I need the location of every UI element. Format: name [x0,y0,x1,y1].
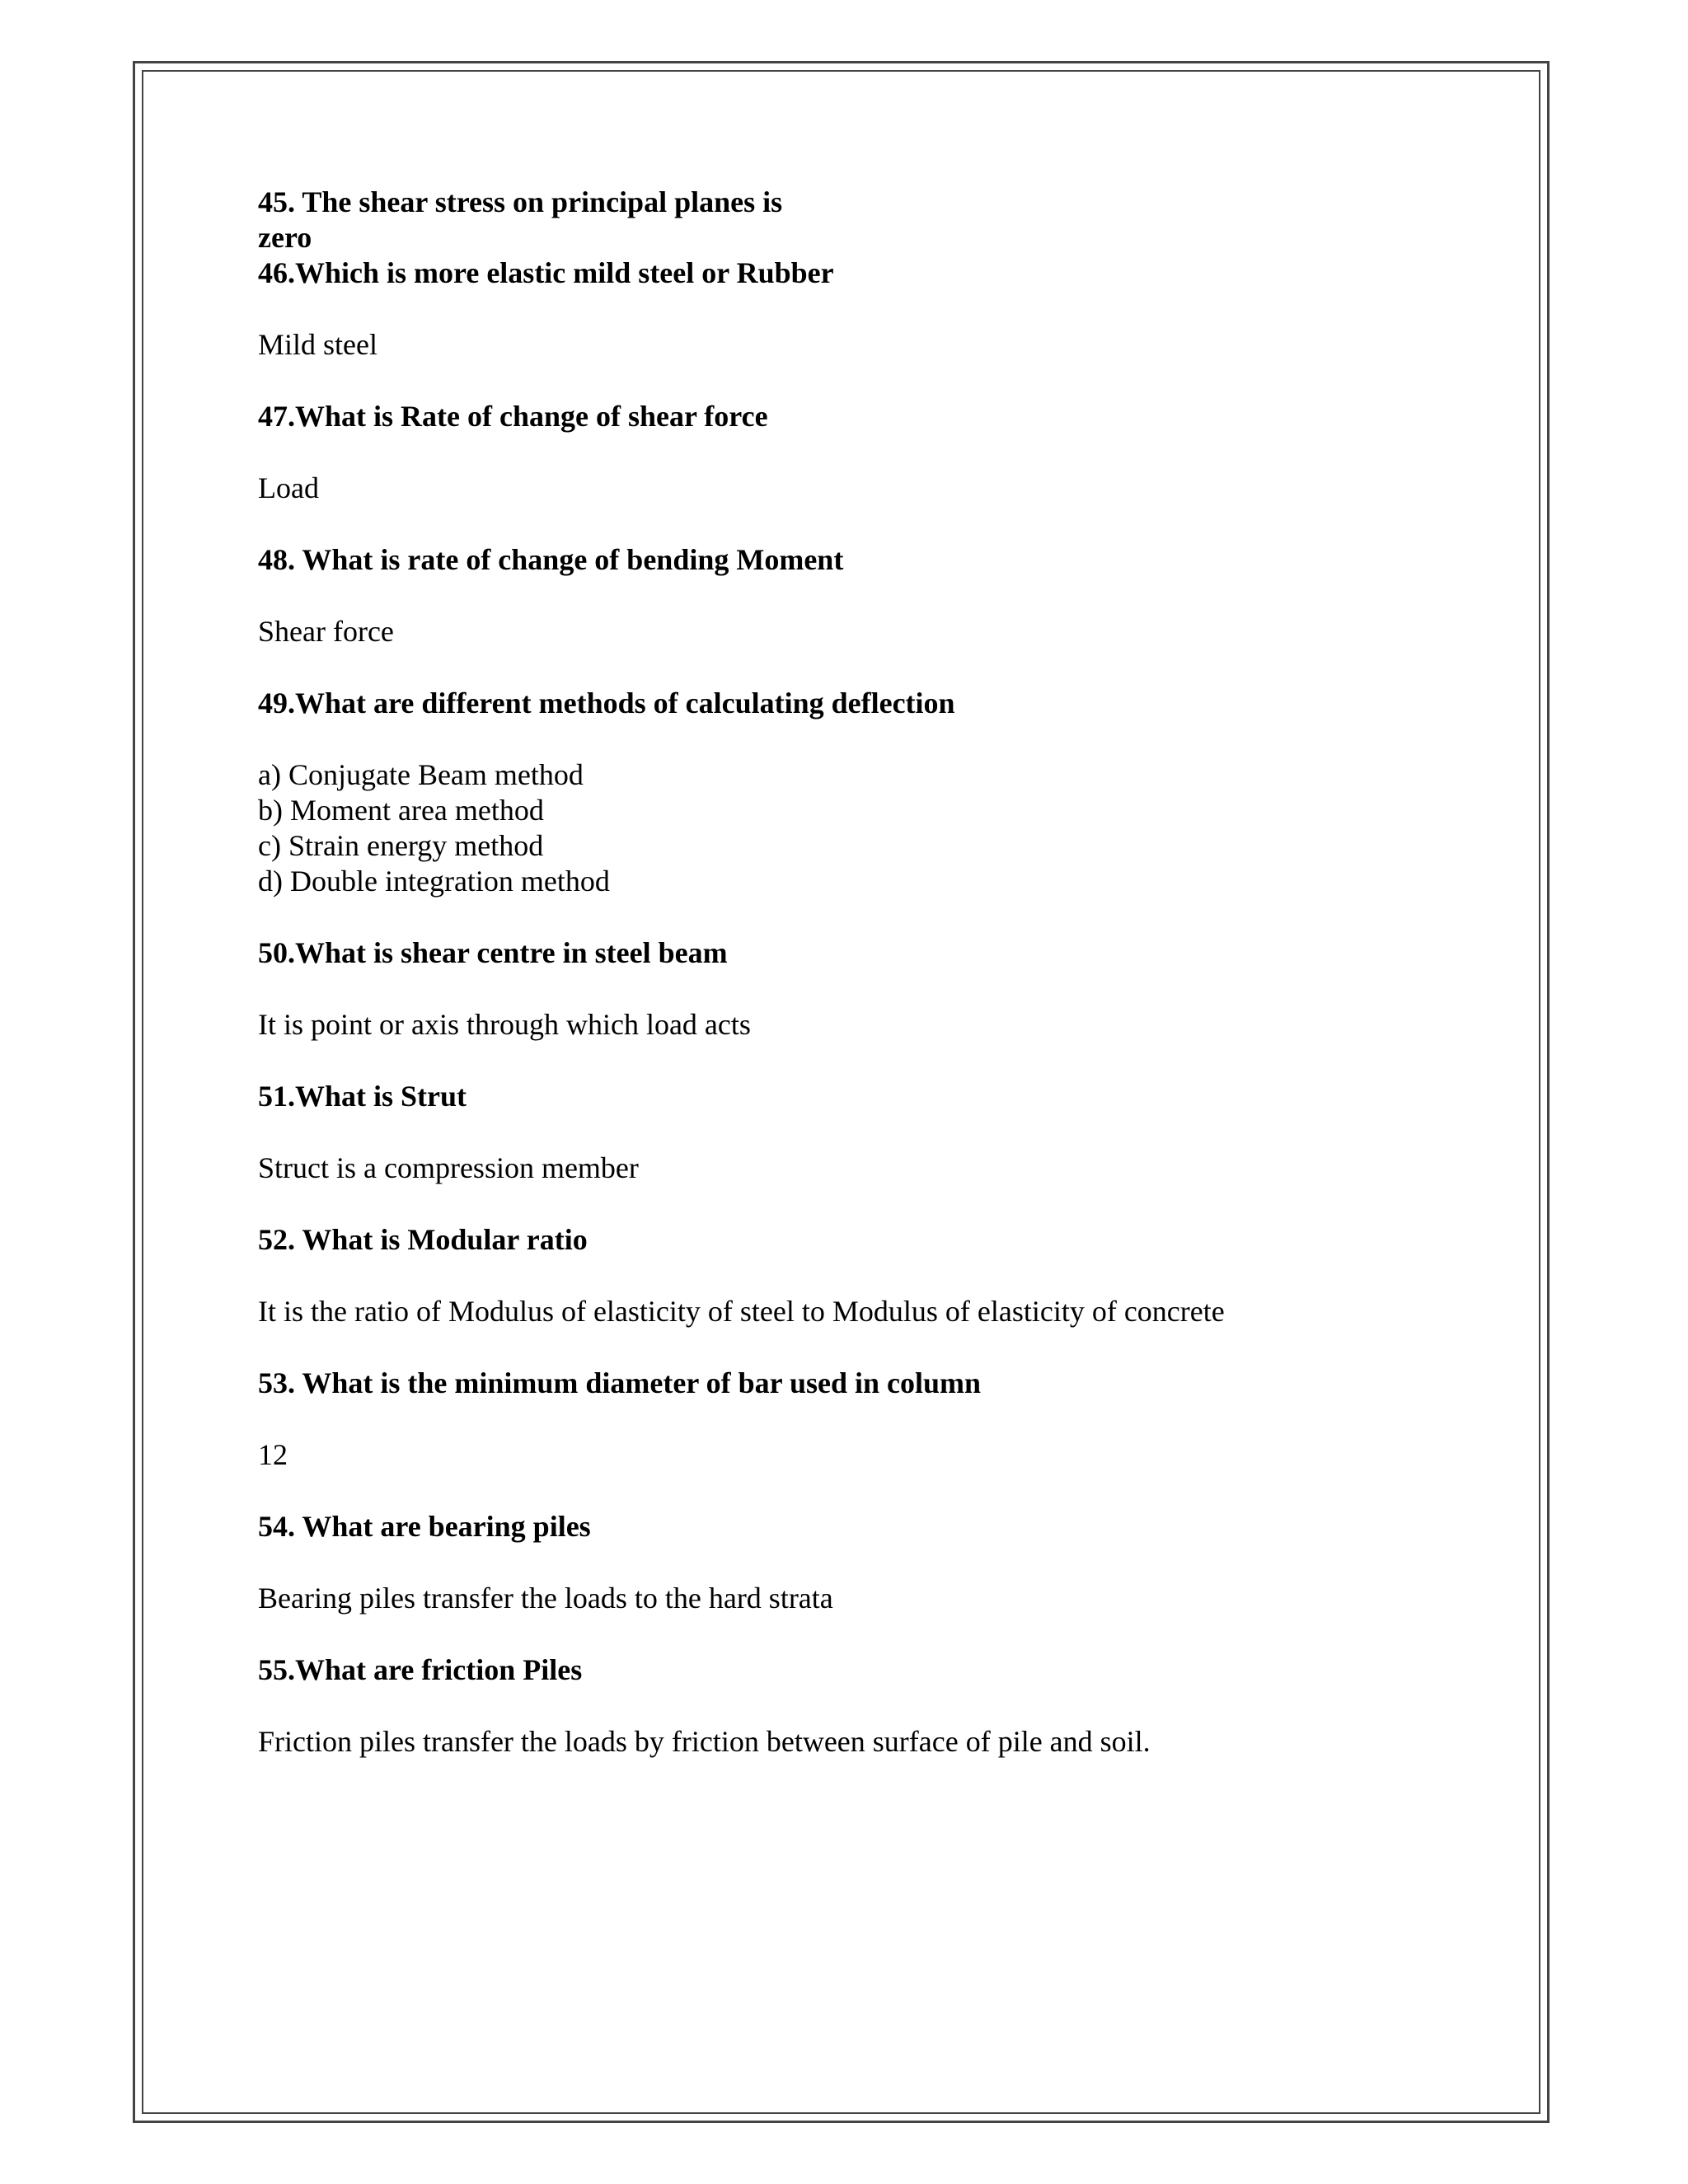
answer-50: It is point or axis through which load acts [258,1008,751,1041]
answer-48: Shear force [258,615,394,648]
list-item: c) Strain energy method [258,829,544,862]
question-47: 47.What is Rate of change of shear force [258,400,768,433]
question-53: 53. What is the minimum diameter of bar used in column [258,1366,982,1399]
document-content [258,185,1494,1796]
question-45: 45. The shear stress on principal planes is zero [258,185,783,254]
answer-54: Bearing piles transfer the loads to the hard strata [258,1582,833,1615]
list-item: d) Double integration method [258,865,610,898]
question-50: 50.What is shear centre in steel beam [258,936,728,969]
question-54: 54. What are bearing piles [258,1510,591,1543]
question-46: 46.Which is more elastic mild steel or Rubber [258,256,834,289]
answer-52: It is the ratio of Modulus of elasticity of steel to Modulus of elasticity of concrete [258,1295,1225,1328]
answer-53: 12 [258,1438,288,1471]
answer-51: Struct is a compression member [258,1151,639,1184]
question-49: 49.What are different methods of calculating deflection [258,687,955,719]
list-item: b) Moment area method [258,794,544,827]
question-48: 48. What is rate of change of bending Moment [258,543,844,576]
answer-47: Load [258,471,319,504]
question-51: 51.What is Strut [258,1080,467,1113]
question-52: 52. What is Modular ratio [258,1223,588,1256]
answer-46: Mild steel [258,328,377,361]
answer-49-list [258,757,1494,899]
list-item: a) Conjugate Beam method [258,758,584,791]
question-55: 55.What are friction Piles [258,1653,583,1686]
answer-55: Friction piles transfer the loads by friction between surface of pile and soil. [258,1725,1151,1758]
